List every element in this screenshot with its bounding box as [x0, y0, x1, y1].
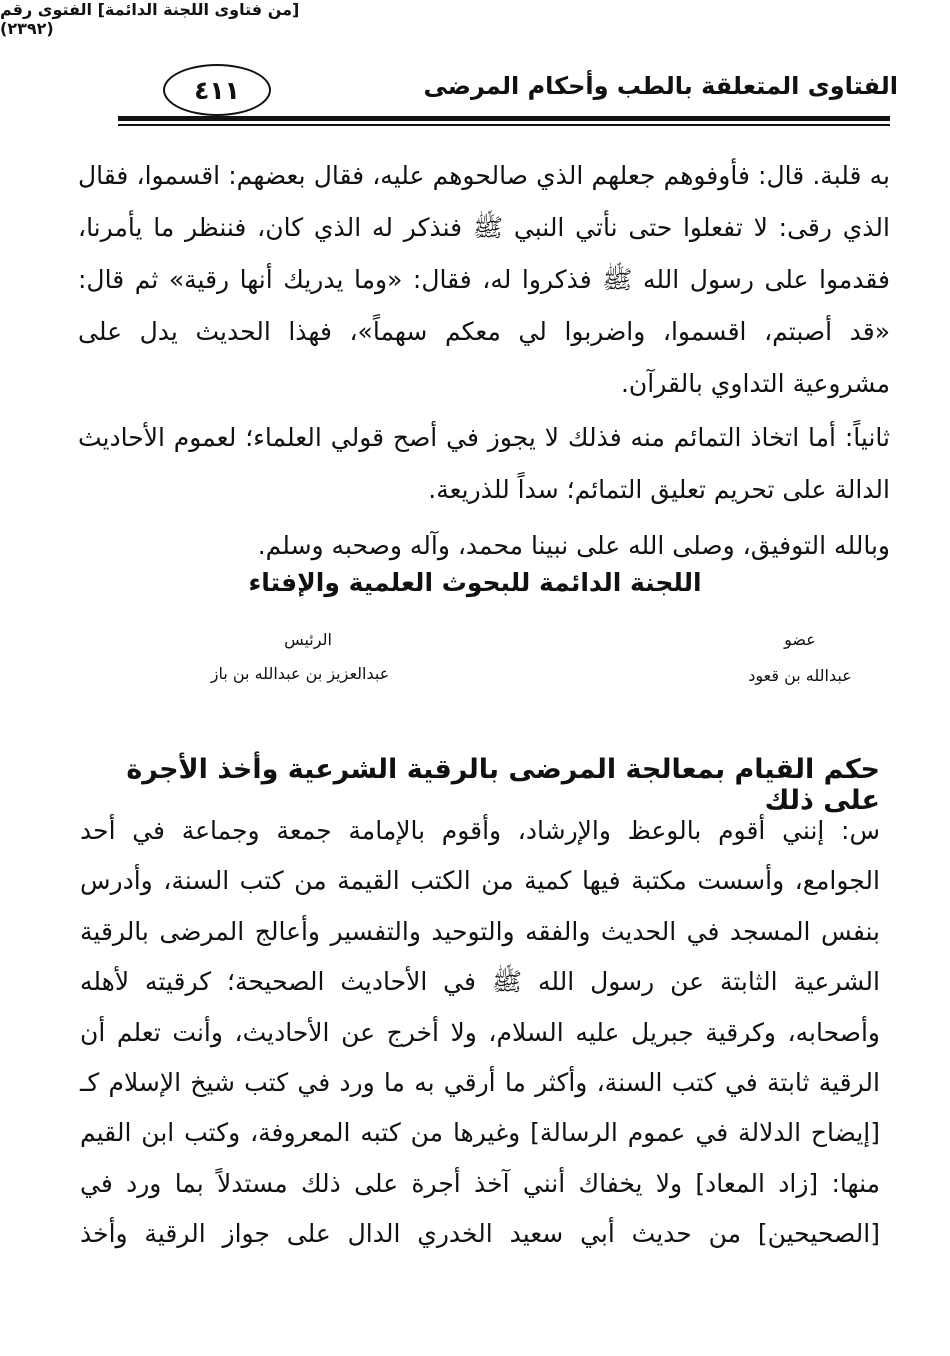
member-name: عبدالله بن قعود — [748, 666, 852, 685]
header-rule-thin — [118, 124, 890, 126]
fatwa-paragraph: به قلبة. قال: فأوفوهم جعلهم الذي صالحوهم عليه، فقال بعضهم: اقسموا، فقال الذي رقى: لا تفعلوا حتى نأتي النبي ﷺ فنذكر له الذي كان، فننظر ما يأمرنا، فقدموا على رسول الله ﷺ فذكروا له، فقال: «وما يدريك أنها رقية» ثم قال: «قد أصبتم، اقسموا، واضربوا لي معكم سهماً»، فهذا الحديث يدل على مشروعية التداوي بالقرآن. — [78, 161, 890, 398]
chair-role: الرئيس — [284, 630, 332, 649]
header-rule — [118, 116, 890, 121]
member-role: عضو — [784, 630, 816, 649]
page-number: ٤١١ — [163, 64, 271, 116]
committee-name: اللجنة الدائمة للبحوث العلمية والإفتاء — [248, 568, 702, 597]
fatwa-source-reference: [من فتاوى اللجنة الدائمة] الفتوى رقم (٢٣٩٢) — [0, 0, 300, 38]
running-header-title: الفتاوى المتعلقة بالطب وأحكام المرضى — [423, 72, 898, 100]
fatwa-paragraph-second-point: ثانياً: أما اتخاذ التمائم منه فذلك لا يجوز في أصح قولي العلماء؛ لعموم الأحاديث الدالة على تحريم تعليق التمائم؛ سداً للذريعة. — [78, 423, 890, 504]
closing-salutation: وبالله التوفيق، وصلى الله على نبينا محمد، وآله وصحبه وسلم. — [257, 531, 890, 560]
question-paragraph: س: إنني أقوم بالوعظ والإرشاد، وأقوم بالإمامة جمعة وجماعة في أحد الجوامع، وأسست مكتبة فيها كمية من الكتب القيمة من كتب السنة، وأدرس بنفس المسجد في الحديث والفقه والتوحيد والتفسير وأعالج المرضى بالرقية الشرعية الثابتة عن رسول الله ﷺ في الأحاديث الصحيحة؛ كرقيته لأهله وأصحابه، وكرقية جبريل عليه السلام، ولا أخرج عن الأحاديث، وأنت تعلم أن الرقية ثابتة في كتب السنة، وأكثر ما أرقي به ما ورد في كتب شيخ الإسلام كـ [إيضاح الدلالة في عموم الرسالة] وغيرها من كتبه المعروفة، وكتب ابن القيم منها: [زاد المعاد] ولا يخفاك أنني آخذ أجرة على ذلك مستدلاً بما ورد في [الصحيحين] من حديث أبي سعيد الخدري الدال على جواز الرقية وأخذ — [80, 816, 880, 1249]
section-heading: حكم القيام بمعالجة المرضى بالرقية الشرعية وأخذ الأجرة على ذلك — [126, 754, 880, 816]
chair-name: عبدالعزيز بن عبدالله بن باز — [210, 664, 390, 683]
